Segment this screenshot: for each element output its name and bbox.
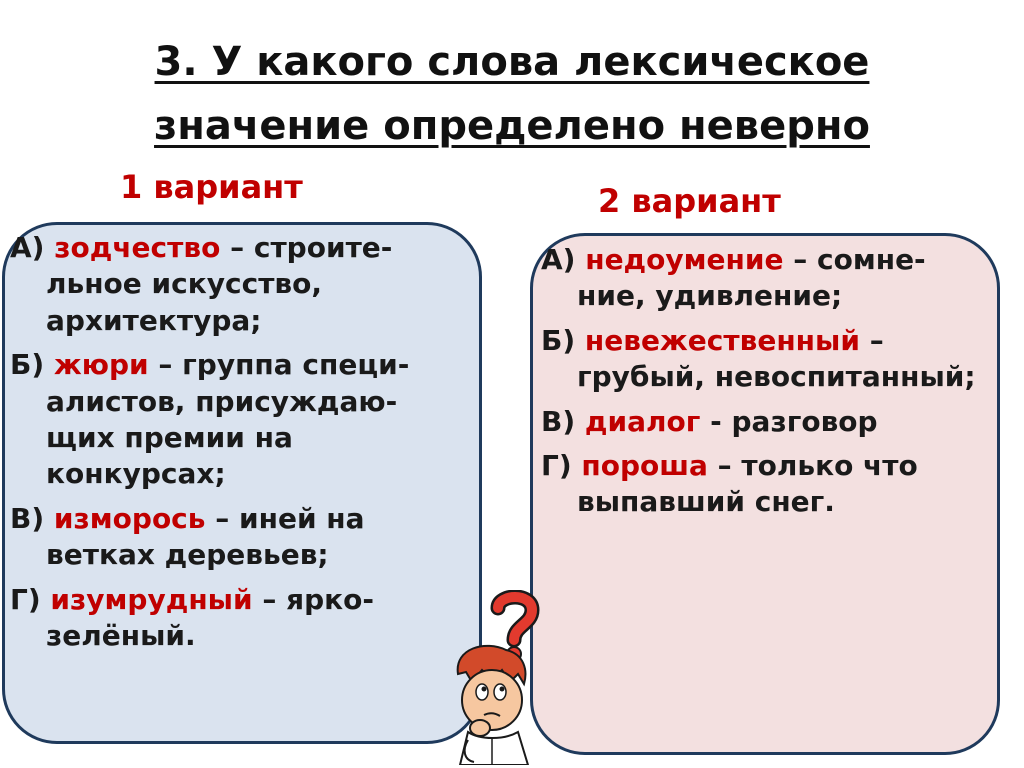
item-separator: – (262, 582, 277, 616)
title-line-2: значение определено неверно (154, 103, 870, 149)
item-definition: группа специ- (182, 348, 410, 382)
list-item (10, 347, 480, 493)
item-first-line (541, 242, 1021, 278)
item-separator: – (215, 501, 230, 535)
item-separator: – (793, 243, 808, 276)
item-definition: разговор (731, 404, 878, 438)
item-first-line (10, 501, 480, 537)
item-word: диалог (584, 404, 701, 438)
variant-2-list (541, 242, 1021, 529)
item-separator: – (869, 323, 884, 357)
item-definition-continued: алистов, присуждаю- (46, 384, 398, 418)
item-definition-continued: грубый, невоспитанный; (577, 360, 976, 394)
item-definition-continued: ние, удивление; (577, 279, 843, 313)
variant-1-list (10, 230, 480, 662)
item-definition-continued: зелёный. (46, 618, 196, 652)
item-first-line (10, 582, 480, 618)
slide-title (0, 30, 1024, 158)
item-letter: Г) (10, 582, 41, 616)
item-word: недоумение (585, 243, 784, 276)
list-item (541, 448, 1021, 521)
item-definition-continued: конкурсах; (46, 457, 226, 491)
item-first-line (10, 347, 480, 383)
item-first-line (10, 230, 480, 266)
item-definition: строите- (253, 231, 393, 264)
item-definition-continued: щих премии на (46, 420, 293, 454)
item-letter: Г) (541, 448, 572, 482)
item-first-line (541, 448, 1021, 484)
item-separator: – (158, 348, 173, 382)
item-definition: ярко- (286, 582, 375, 616)
item-letter: Б) (10, 348, 45, 382)
item-letter: В) (541, 404, 576, 438)
title-line-1: 3. У какого слова лексическое (154, 39, 870, 85)
item-word: изумрудный (50, 582, 253, 616)
item-word: невежественный (584, 323, 860, 357)
item-word: пороша (581, 448, 708, 482)
item-definition-continued: архитектура; (46, 303, 262, 337)
list-item (10, 501, 480, 574)
item-definition: иней на (238, 501, 365, 535)
list-item (10, 582, 480, 655)
item-definition: сомне- (817, 243, 926, 276)
item-separator: - (710, 404, 722, 438)
item-word: жюри (53, 348, 149, 382)
item-letter: А) (541, 243, 576, 276)
item-letter: Б) (541, 323, 576, 357)
list-item (541, 404, 1021, 440)
item-definition-continued: выпавший снег. (577, 485, 835, 519)
thinking-boy-icon (440, 590, 550, 765)
list-item (541, 242, 1021, 315)
item-separator: – (230, 231, 245, 264)
item-definition-continued: льное искусство, (46, 267, 323, 301)
item-definition-continued: ветках деревьев; (46, 538, 329, 572)
item-separator: – (717, 448, 732, 482)
item-word: изморось (53, 501, 206, 535)
item-definition: только что (741, 448, 918, 482)
list-item (541, 323, 1021, 396)
item-letter: А) (10, 231, 45, 264)
variant-1-heading: 1 вариант (120, 168, 303, 206)
item-first-line (541, 323, 1021, 359)
item-first-line (541, 404, 1021, 440)
item-word: зодчество (54, 231, 221, 264)
item-letter: В) (10, 501, 45, 535)
list-item (10, 230, 480, 339)
variant-2-heading: 2 вариант (598, 182, 781, 220)
